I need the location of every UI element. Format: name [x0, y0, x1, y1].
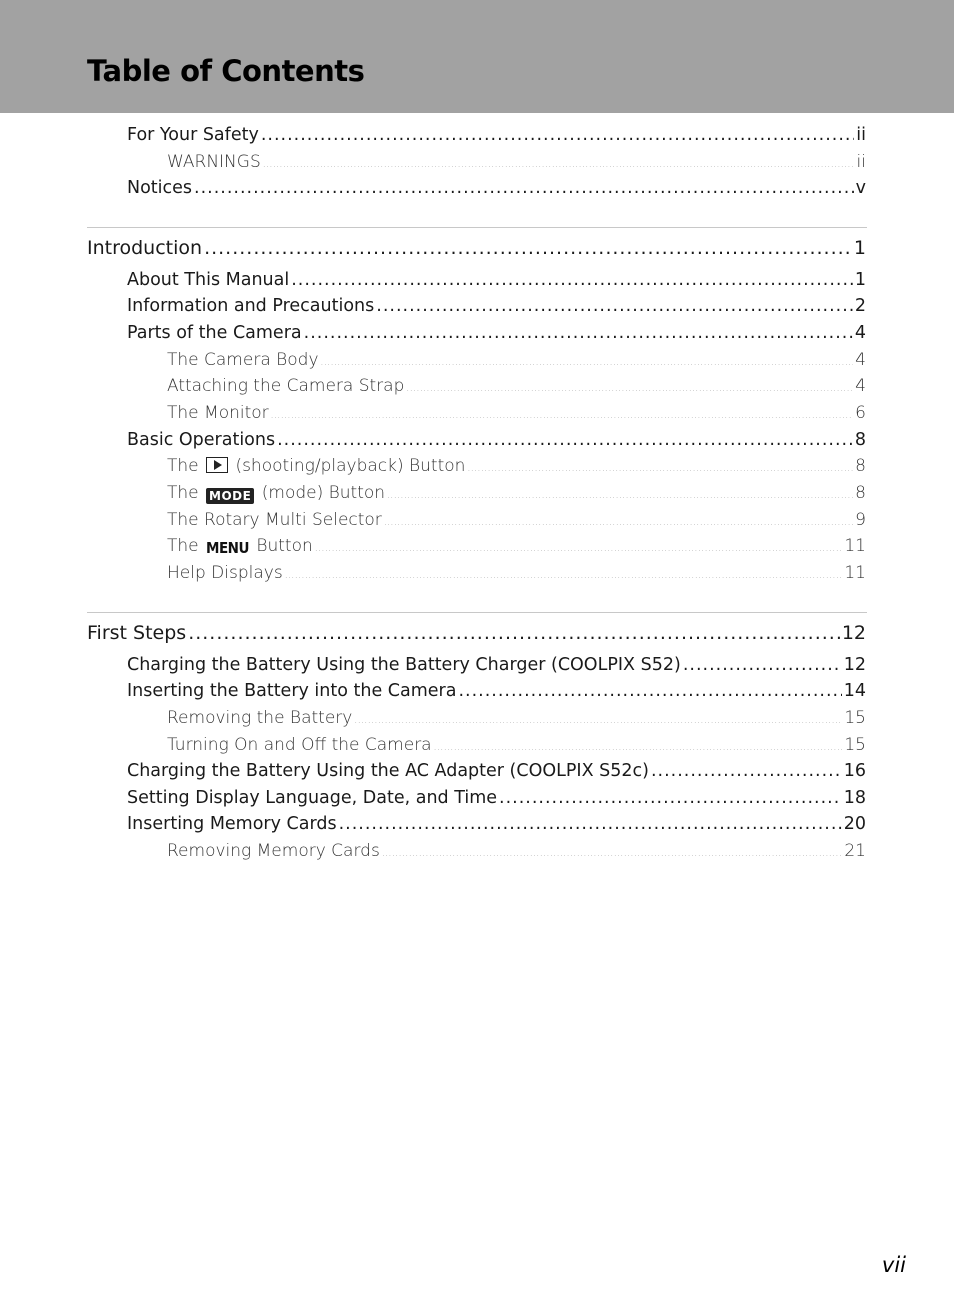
toc-entry-page: 9	[855, 510, 866, 530]
dot-leader	[271, 411, 854, 421]
toc-entry-page: 15	[844, 708, 866, 728]
toc-entry-title: Inserting the Battery into the Camera	[127, 681, 457, 701]
toc-entry-title: Help Displays	[167, 563, 283, 583]
dot-leader	[261, 125, 854, 145]
menu-icon: MENU	[206, 539, 249, 557]
toc-entry-page: 11	[844, 536, 866, 556]
toc-entry-title: Setting Display Language, Date, and Time	[127, 788, 498, 808]
toc-entry-page: 20	[843, 814, 866, 834]
toc-entry-page: 1	[853, 237, 866, 259]
dot-leader	[387, 491, 853, 501]
toc-entry-title-suffix: (shooting/playback) Button	[235, 456, 466, 476]
toc-entry-information-and-precautions[interactable]	[127, 296, 866, 320]
toc-entry-inserting-the-battery[interactable]	[127, 681, 866, 705]
dot-leader	[382, 849, 843, 859]
toc-entry-inserting-memory-cards[interactable]	[127, 814, 866, 838]
section-divider	[87, 612, 867, 613]
toc-entry-page: 8	[855, 483, 866, 503]
toc-entry-page: 12	[843, 655, 866, 675]
toc-entry-title-prefix: The	[167, 456, 199, 476]
dot-leader	[651, 761, 842, 781]
toc-entry-title: WARNINGS	[167, 152, 261, 172]
dot-leader	[376, 296, 853, 316]
dot-leader	[339, 814, 842, 834]
toc-entry-turning-on-and-off[interactable]	[167, 735, 866, 759]
toc-entry-title	[167, 483, 385, 504]
toc-entry-title: For Your Safety	[127, 125, 259, 145]
toc-entry-page: 15	[844, 735, 866, 755]
toc-entry-title: The Camera Body	[167, 350, 319, 370]
toc-entry-title: Removing the Battery	[167, 708, 353, 728]
toc-entry-title	[167, 536, 313, 557]
dot-leader	[263, 160, 855, 170]
toc-entry-title: The Monitor	[167, 403, 269, 423]
toc-entry-help-displays[interactable]	[167, 563, 866, 587]
toc-entry-removing-memory-cards[interactable]	[167, 841, 866, 865]
toc-entry-title: Parts of the Camera	[127, 323, 302, 343]
toc-entry-playback-button[interactable]	[167, 456, 866, 480]
toc-entry-introduction[interactable]	[87, 237, 866, 263]
toc-entry-basic-operations[interactable]	[127, 430, 866, 454]
dot-leader	[683, 655, 842, 675]
toc-entry-page: 2	[854, 296, 866, 316]
dot-leader	[204, 237, 852, 259]
toc-entry-about-this-manual[interactable]	[127, 270, 866, 294]
toc-entry-page: 8	[854, 430, 866, 450]
dot-leader	[277, 430, 853, 450]
toc-entry-page: 8	[855, 456, 866, 476]
toc-entry-title: First Steps	[87, 622, 187, 644]
section-divider	[87, 227, 867, 228]
toc-entry-page: 4	[854, 323, 866, 343]
toc-entry-title: Attaching the Camera Strap	[167, 376, 405, 396]
header-bar	[0, 0, 954, 113]
toc-entry-menu-button[interactable]	[167, 536, 866, 560]
toc-entry-title: Notices	[127, 178, 193, 198]
toc-entry-title: Removing Memory Cards	[167, 841, 380, 861]
page-title: Table of Contents	[87, 54, 365, 88]
toc-entry-parts-of-the-camera[interactable]	[127, 323, 866, 347]
dot-leader	[406, 384, 853, 394]
toc-entry-first-steps[interactable]	[87, 622, 866, 648]
toc-entry-title	[167, 456, 465, 476]
dot-leader	[188, 622, 840, 644]
dot-leader	[194, 178, 854, 198]
dot-leader	[467, 464, 853, 474]
toc-entry-title: Turning On and Off the Camera	[167, 735, 432, 755]
toc-entry-for-your-safety[interactable]	[127, 125, 866, 149]
toc-entry-page: 18	[843, 788, 866, 808]
dot-leader	[434, 743, 843, 753]
toc-entry-page: 4	[855, 350, 866, 370]
toc-entry-page: ii	[856, 125, 866, 145]
dot-leader	[291, 270, 853, 290]
toc-entry-page: 1	[854, 270, 866, 290]
toc-entry-charging-ac-adapter[interactable]	[127, 761, 866, 785]
dot-leader	[315, 544, 843, 554]
toc-entry-page: 16	[843, 761, 866, 781]
dot-leader	[321, 358, 854, 368]
toc-entry-title: The Rotary Multi Selector	[167, 510, 382, 530]
toc-entry-the-monitor[interactable]	[167, 403, 866, 427]
toc-entry-title: Charging the Battery Using the AC Adapter (COOLPIX S52c)	[127, 761, 649, 781]
toc-entry-page: 6	[855, 403, 866, 423]
toc-entry-mode-button[interactable]	[167, 483, 866, 507]
toc-entry-title: Introduction	[87, 237, 203, 259]
dot-leader	[354, 716, 842, 726]
toc-entry-charging-battery-charger[interactable]	[127, 655, 866, 679]
toc-entry-page: ii	[856, 152, 866, 172]
toc-entry-page: 21	[844, 841, 866, 861]
toc-entry-page: 14	[843, 681, 866, 701]
toc-entry-title: Basic Operations	[127, 430, 276, 450]
playback-icon	[206, 457, 228, 473]
toc-entry-page: 12	[841, 622, 866, 644]
page-number: vii	[881, 1253, 906, 1277]
toc-entry-page: 4	[855, 376, 866, 396]
toc-entry-rotary-multi-selector[interactable]	[167, 510, 866, 534]
toc-entry-notices[interactable]	[127, 178, 866, 202]
dot-leader	[285, 571, 843, 581]
toc-entry-title-prefix: The	[167, 536, 199, 556]
toc-entry-removing-the-battery[interactable]	[167, 708, 866, 732]
mode-icon: MODE	[206, 488, 254, 504]
dot-leader	[384, 518, 853, 528]
toc-entry-title-suffix: Button	[256, 536, 313, 556]
toc-entry-attaching-the-camera-strap[interactable]	[167, 376, 866, 400]
toc-entry-setting-display-language[interactable]	[127, 788, 866, 812]
toc-entry-title: Inserting Memory Cards	[127, 814, 337, 834]
toc-entry-page: v	[855, 178, 866, 198]
toc-entry-title-prefix: The	[167, 483, 199, 503]
toc-entry-warnings[interactable]	[167, 152, 866, 176]
dot-leader	[458, 681, 841, 701]
toc-entry-title-suffix: (mode) Button	[261, 483, 386, 503]
toc-entry-title: Information and Precautions	[127, 296, 375, 316]
toc-entry-page: 11	[844, 563, 866, 583]
toc-entry-the-camera-body[interactable]	[167, 350, 866, 374]
dot-leader	[499, 788, 842, 808]
toc-entry-title: About This Manual	[127, 270, 290, 290]
toc-entry-title: Charging the Battery Using the Battery Charger (COOLPIX S52)	[127, 655, 681, 675]
dot-leader	[304, 323, 853, 343]
